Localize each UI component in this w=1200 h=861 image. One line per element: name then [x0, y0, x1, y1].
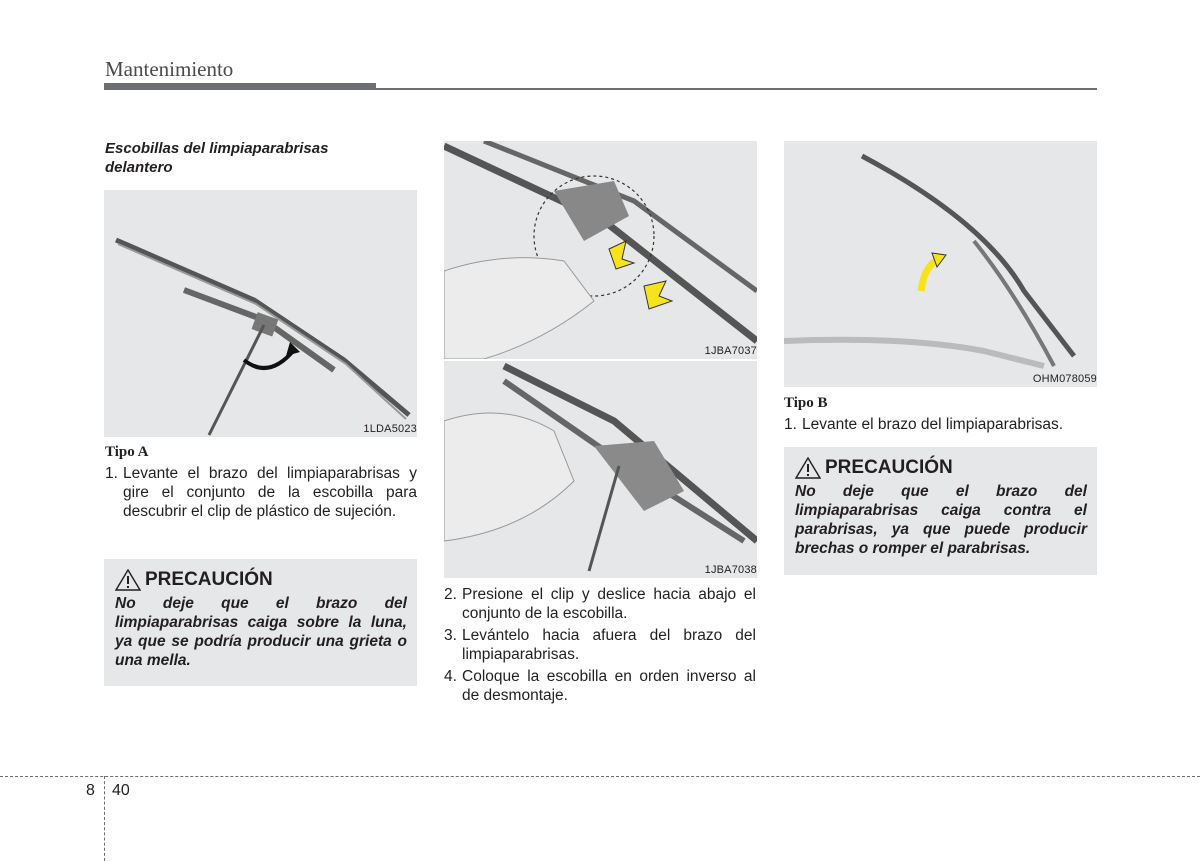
- header-rule-thin: [376, 88, 1097, 90]
- figure-code: 1LDA5023: [363, 423, 417, 435]
- chapter-number: 8: [86, 782, 95, 799]
- step-number: 3.: [444, 627, 457, 644]
- wiper-slide-down-illustration: [444, 361, 757, 578]
- caution-text: No deje que el brazo del limpiaparabrisas caiga sobre la luna, ya que se podría producir una grieta o una mella.: [115, 595, 407, 669]
- caution-box-type-a: [104, 559, 417, 686]
- list-item: [784, 415, 1097, 434]
- header-rule-thick: [104, 83, 376, 90]
- list-item: [105, 464, 417, 521]
- figure-code: OHM078059: [1032, 373, 1097, 385]
- step-text: Presione el clip y deslice hacia abajo el conjunto de la escobilla.: [462, 586, 756, 622]
- type-b-label: Tipo B: [784, 395, 828, 411]
- section-heading-line1: Escobillas del limpiaparabrisas: [105, 140, 329, 157]
- step-number: 2.: [444, 586, 457, 603]
- footer-rule: [0, 776, 1200, 777]
- footer-divider: [104, 776, 105, 861]
- section-heading-line2: delantero: [105, 159, 173, 176]
- caution-text: No deje que el brazo del limpiaparabrisas caiga contra el parabrisas, ya que puede producir brechas o romper el parabrisas.: [795, 483, 1087, 557]
- list-item: [444, 585, 756, 623]
- caution-box-type-b: [784, 447, 1097, 575]
- step-number: 4.: [444, 668, 457, 685]
- list-item: [444, 626, 756, 664]
- wiper-type-b-illustration: [784, 141, 1097, 387]
- page-number: 40: [112, 782, 130, 799]
- figure-wiper-type-b: [784, 141, 1097, 387]
- warning-triangle-icon: [115, 569, 141, 591]
- middle-steps: [444, 585, 756, 706]
- step-text: Coloque la escobilla en orden inverso al de desmontaje.: [462, 668, 756, 704]
- figure-code: 1JBA7037: [704, 345, 757, 357]
- wiper-clip-press-illustration: [444, 141, 757, 359]
- caution-title: PRECAUCIÓN: [145, 569, 273, 590]
- type-b-steps: [784, 415, 1097, 435]
- caution-title: PRECAUCIÓN: [825, 457, 953, 478]
- figure-wiper-clip-press: [444, 141, 757, 359]
- section-heading: [105, 139, 405, 177]
- type-a-steps: [105, 464, 417, 522]
- step-text: Levántelo hacia afuera del brazo del limpiaparabrisas.: [462, 627, 756, 663]
- warning-triangle-icon: [795, 457, 821, 479]
- step-number: 1.: [784, 416, 797, 433]
- step-number: 1.: [105, 465, 118, 482]
- page-header-title: Mantenimiento: [105, 57, 234, 81]
- step-text: Levante el brazo del limpiaparabrisas.: [802, 416, 1064, 433]
- type-a-label: Tipo A: [105, 444, 149, 460]
- step-text: Levante el brazo del limpiaparabrisas y gire el conjunto de la escobilla para descubrir el clip de plástico de sujeción.: [123, 465, 417, 520]
- wiper-type-a-illustration: [104, 190, 417, 437]
- figure-code: 1JBA7038: [704, 564, 757, 576]
- figure-wiper-slide-down: [444, 361, 757, 578]
- list-item: [444, 667, 756, 705]
- figure-wiper-type-a: [104, 190, 417, 437]
